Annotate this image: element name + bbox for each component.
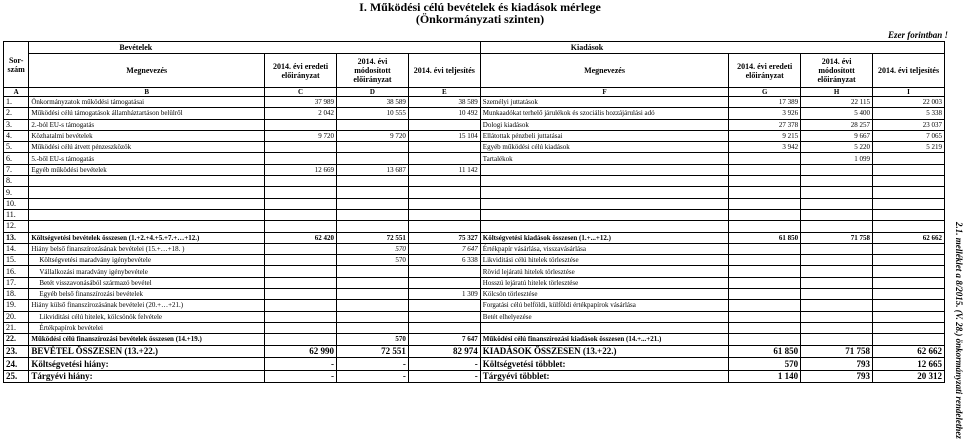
letter-cell: A <box>4 88 29 97</box>
row-number: 22. <box>4 334 29 345</box>
row-number: 12. <box>4 221 29 232</box>
kiadas-modositott <box>801 243 873 254</box>
kiadas-eredeti <box>729 187 801 198</box>
bevetel-eredeti: 37 989 <box>265 97 337 108</box>
bevetel-teljesites <box>408 176 480 187</box>
bevetel-eredeti <box>265 289 337 300</box>
kiadas-eredeti: 61 850 <box>729 232 801 243</box>
kiadas-modositott: 71 758 <box>801 232 873 243</box>
kiadas-modositott: 5 400 <box>801 108 873 119</box>
table-row <box>4 266 945 277</box>
bevetel-modositott: 10 555 <box>337 108 409 119</box>
bevetel-eredeti <box>265 300 337 311</box>
kiadas-eredeti: 1 140 <box>729 370 801 383</box>
kiadas-teljesites <box>873 176 945 187</box>
kiadas-teljesites <box>873 153 945 164</box>
bevetel-teljesites <box>408 209 480 220</box>
bevetel-name: Önkormányzatok működési támogatásai <box>29 97 265 108</box>
kiadas-eredeti: 9 215 <box>729 130 801 141</box>
bevetel-teljesites <box>408 277 480 288</box>
kiadas-name: Költségvetési többlet: <box>480 358 728 371</box>
letter-cell: E <box>408 88 480 97</box>
bevetel-teljesites: 82 974 <box>408 345 480 358</box>
row-number: 6. <box>4 153 29 164</box>
bevetel-name <box>29 198 265 209</box>
bevetel-teljesites: 10 492 <box>408 108 480 119</box>
kiadas-name: Egyéb működési célú kiadások <box>480 142 728 153</box>
kiadas-modositott <box>801 266 873 277</box>
table-row <box>4 209 945 220</box>
bevetel-teljesites: 11 142 <box>408 164 480 175</box>
row-number: 9. <box>4 187 29 198</box>
row-number: 23. <box>4 345 29 358</box>
bevetel-eredeti <box>265 311 337 322</box>
bevetel-eredeti: 9 720 <box>265 130 337 141</box>
kiadas-name: Betét elhelyezése <box>480 311 728 322</box>
kiadas-eredeti <box>729 153 801 164</box>
letter-cell: I <box>873 88 945 97</box>
kiadas-modositott: 1 099 <box>801 153 873 164</box>
table-row <box>4 277 945 288</box>
kiadas-modositott <box>801 322 873 333</box>
kiadas-modositott <box>801 255 873 266</box>
table-row <box>4 255 945 266</box>
row-number: 18. <box>4 289 29 300</box>
side-note-text: 2.1. melléklet a 8/2015. (V. 28.) önkormányzati rendelethez <box>954 222 964 439</box>
bevetel-modositott <box>337 289 409 300</box>
kiadas-eredeti <box>729 289 801 300</box>
bevetel-eredeti <box>265 322 337 333</box>
kiadas-teljesites: 7 065 <box>873 130 945 141</box>
header-k-eredeti: 2014. évi eredeti előirányzat <box>729 54 801 88</box>
kiadas-name <box>480 198 728 209</box>
kiadas-eredeti: 570 <box>729 358 801 371</box>
bevetel-teljesites: 1 309 <box>408 289 480 300</box>
kiadas-teljesites <box>873 209 945 220</box>
kiadas-teljesites <box>873 221 945 232</box>
table-row <box>4 334 945 345</box>
bevetel-modositott: - <box>337 358 409 371</box>
table-row <box>4 142 945 153</box>
kiadas-eredeti <box>729 176 801 187</box>
letter-cell: D <box>337 88 409 97</box>
kiadas-eredeti <box>729 209 801 220</box>
bevetel-name: Vállalkozási maradvány igénybevétele <box>29 266 265 277</box>
kiadas-eredeti <box>729 221 801 232</box>
bevetel-eredeti: 12 669 <box>265 164 337 175</box>
bevetel-modositott <box>337 209 409 220</box>
kiadas-eredeti <box>729 334 801 345</box>
bevetel-modositott <box>337 153 409 164</box>
table-row <box>4 198 945 209</box>
kiadas-modositott: 28 257 <box>801 119 873 130</box>
kiadas-modositott <box>801 289 873 300</box>
kiadas-teljesites: 62 662 <box>873 345 945 358</box>
kiadas-modositott: 793 <box>801 358 873 371</box>
row-number: 24. <box>4 358 29 371</box>
header-k-teljesites: 2014. évi teljesítés <box>873 54 945 88</box>
row-number: 5. <box>4 142 29 153</box>
bevetel-teljesites: 7 647 <box>408 243 480 254</box>
bevetel-name <box>29 187 265 198</box>
bevetel-teljesites: 7 647 <box>408 334 480 345</box>
row-number: 17. <box>4 277 29 288</box>
bevetel-modositott: 9 720 <box>337 130 409 141</box>
table-row <box>4 130 945 141</box>
bevetel-teljesites: 6 338 <box>408 255 480 266</box>
bevetel-modositott: 38 589 <box>337 97 409 108</box>
kiadas-teljesites: 23 037 <box>873 119 945 130</box>
bevetel-modositott: 570 <box>337 243 409 254</box>
letter-cell: G <box>729 88 801 97</box>
bevetel-teljesites <box>408 322 480 333</box>
kiadas-teljesites <box>873 289 945 300</box>
kiadas-eredeti: 3 942 <box>729 142 801 153</box>
kiadas-modositott: 5 220 <box>801 142 873 153</box>
bevetel-name: Egyéb működési bevételek <box>29 164 265 175</box>
bevetel-eredeti <box>265 255 337 266</box>
kiadas-eredeti <box>729 311 801 322</box>
kiadas-name: Tárgyévi többlet: <box>480 370 728 383</box>
table-row <box>4 176 945 187</box>
kiadas-name <box>480 187 728 198</box>
kiadas-modositott <box>801 277 873 288</box>
kiadas-teljesites <box>873 198 945 209</box>
bevetel-name: Működési célú átvett pénzeszközök <box>29 142 265 153</box>
row-number: 10. <box>4 198 29 209</box>
table-row <box>4 164 945 175</box>
kiadas-teljesites: 12 665 <box>873 358 945 371</box>
page-subtitle: (Önkormányzati szinten) <box>415 12 545 26</box>
bevetel-name: Költségvetési maradvány igénybevétele <box>29 255 265 266</box>
kiadas-name: Kölcsön törlesztése <box>480 289 728 300</box>
bevetel-eredeti <box>265 221 337 232</box>
kiadas-eredeti: 27 378 <box>729 119 801 130</box>
bevetel-modositott <box>337 119 409 130</box>
kiadas-teljesites: 5 338 <box>873 108 945 119</box>
kiadas-name <box>480 322 728 333</box>
table-row <box>4 345 945 358</box>
bevetel-modositott <box>337 311 409 322</box>
bevetel-eredeti <box>265 266 337 277</box>
header-sorszam-label: Sor- szám <box>7 55 25 74</box>
kiadas-name: Ellátottak pénzbeli juttatásai <box>480 130 728 141</box>
row-number: 16. <box>4 266 29 277</box>
bevetel-eredeti <box>265 277 337 288</box>
kiadas-name: Működési célú finanszírozási kiadások összesen (14.+...+21.) <box>480 334 728 345</box>
kiadas-teljesites: 5 219 <box>873 142 945 153</box>
header-kiadasok-label: Kiadások <box>570 43 604 52</box>
kiadas-eredeti <box>729 198 801 209</box>
kiadas-modositott <box>801 209 873 220</box>
kiadas-name <box>480 221 728 232</box>
kiadas-eredeti <box>729 164 801 175</box>
table-row <box>4 187 945 198</box>
header-bevetelek-label: Bevételek <box>119 43 153 52</box>
kiadas-modositott <box>801 221 873 232</box>
bevetel-modositott: 570 <box>337 255 409 266</box>
bevetel-modositott <box>337 176 409 187</box>
bevetel-modositott <box>337 142 409 153</box>
row-number: 8. <box>4 176 29 187</box>
bevetel-eredeti <box>265 153 337 164</box>
kiadas-teljesites <box>873 311 945 322</box>
bevetel-eredeti <box>265 119 337 130</box>
bevetel-name: Tárgyévi hiány: <box>29 370 265 383</box>
kiadas-modositott <box>801 164 873 175</box>
bevetel-name: Működési célú támogatások államháztartáson belülről <box>29 108 265 119</box>
kiadas-eredeti <box>729 255 801 266</box>
letter-cell: H <box>801 88 873 97</box>
kiadas-name: Értékpapír vásárlása, visszavásárlása <box>480 243 728 254</box>
bevetel-teljesites <box>408 221 480 232</box>
row-number: 19. <box>4 300 29 311</box>
kiadas-modositott <box>801 198 873 209</box>
kiadas-eredeti: 17 389 <box>729 97 801 108</box>
bevetel-name: BEVÉTEL ÖSSZESEN (13.+22.) <box>29 345 265 358</box>
bevetel-teljesites: 75 327 <box>408 232 480 243</box>
kiadas-name: Dologi kiadások <box>480 119 728 130</box>
bevetel-name: Költségvetési bevételek összesen (1.+2.+4.+5.+7.+…+12.) <box>29 232 265 243</box>
kiadas-name <box>480 176 728 187</box>
header-k-modositott: 2014. évi módosított előirányzat <box>801 54 873 88</box>
bevetel-name <box>29 176 265 187</box>
bevetel-eredeti <box>265 198 337 209</box>
row-number: 1. <box>4 97 29 108</box>
kiadas-modositott <box>801 176 873 187</box>
bevetel-eredeti: - <box>265 358 337 371</box>
bevetel-teljesites: 15 104 <box>408 130 480 141</box>
bevetel-name: Közhatalmi bevételek <box>29 130 265 141</box>
kiadas-name: Likviditási célú hitelek törlesztése <box>480 255 728 266</box>
kiadas-teljesites: 22 003 <box>873 97 945 108</box>
kiadas-name: Hosszú lejáratú hitelek törlesztése <box>480 277 728 288</box>
bevetel-eredeti <box>265 176 337 187</box>
table-row <box>4 300 945 311</box>
bevetel-eredeti <box>265 243 337 254</box>
table-row <box>4 221 945 232</box>
letter-cell: F <box>480 88 728 97</box>
bevetel-modositott <box>337 277 409 288</box>
kiadas-eredeti: 61 850 <box>729 345 801 358</box>
bevetel-teljesites <box>408 119 480 130</box>
kiadas-eredeti <box>729 300 801 311</box>
bevetel-name: Hiány külső finanszírozásának bevételei (20.+…+21.) <box>29 300 265 311</box>
row-number: 3. <box>4 119 29 130</box>
bevetel-name: Likviditási célú hitelek, kölcsönök felvétele <box>29 311 265 322</box>
kiadas-modositott: 22 115 <box>801 97 873 108</box>
kiadas-modositott: 9 667 <box>801 130 873 141</box>
row-number: 14. <box>4 243 29 254</box>
row-number: 2. <box>4 108 29 119</box>
unit-note: Ezer forintban ! <box>887 30 948 40</box>
kiadas-eredeti <box>729 277 801 288</box>
kiadas-teljesites <box>873 334 945 345</box>
bevetel-name: Egyéb belső finanszírozási bevételek <box>29 289 265 300</box>
kiadas-modositott <box>801 187 873 198</box>
page-title: I. Működési célú bevételek és kiadások mérlege <box>359 0 601 14</box>
bevetel-name: Működési célú finanszírozási bevételek összesen (14.+19.) <box>29 334 265 345</box>
kiadas-name: Tartalékok <box>480 153 728 164</box>
kiadas-teljesites: 20 312 <box>873 370 945 383</box>
kiadas-name <box>480 209 728 220</box>
header-b-modositott: 2014. évi módosított előirányzat <box>337 54 409 88</box>
row-number: 7. <box>4 164 29 175</box>
bevetel-modositott: 570 <box>337 334 409 345</box>
bevetel-name <box>29 221 265 232</box>
table-row <box>4 311 945 322</box>
table-row <box>4 289 945 300</box>
row-number: 15. <box>4 255 29 266</box>
kiadas-teljesites <box>873 243 945 254</box>
bevetel-name: Hiány belső finanszírozásának bevételei (15.+…+18. ) <box>29 243 265 254</box>
bevetel-eredeti <box>265 209 337 220</box>
kiadas-name: Rövid lejáratú hitelek törlesztése <box>480 266 728 277</box>
kiadas-modositott: 71 758 <box>801 345 873 358</box>
kiadas-teljesites <box>873 266 945 277</box>
bevetel-name: Költségvetési hiány: <box>29 358 265 371</box>
table-row <box>4 358 945 371</box>
bevetel-modositott <box>337 300 409 311</box>
header-bevetelek <box>29 42 480 54</box>
row-number: 4. <box>4 130 29 141</box>
bevetel-eredeti: 62 420 <box>265 232 337 243</box>
kiadas-eredeti <box>729 266 801 277</box>
kiadas-name: KIADÁSOK ÖSSZESEN (13.+22.) <box>480 345 728 358</box>
kiadas-teljesites <box>873 277 945 288</box>
bevetel-eredeti: 2 042 <box>265 108 337 119</box>
kiadas-name: Költségvetési kiadások összesen (1.+...+12.) <box>480 232 728 243</box>
header-b-teljesites: 2014. évi teljesítés <box>408 54 480 88</box>
kiadas-eredeti <box>729 322 801 333</box>
bevetel-teljesites <box>408 153 480 164</box>
kiadas-teljesites <box>873 322 945 333</box>
table-row <box>4 119 945 130</box>
bevetel-modositott: - <box>337 370 409 383</box>
bevetel-modositott <box>337 221 409 232</box>
table-row <box>4 243 945 254</box>
bevetel-teljesites: - <box>408 358 480 371</box>
bevetel-name: Értékpapírok bevételei <box>29 322 265 333</box>
header-k-megnevezes: Megnevezés <box>480 54 728 88</box>
kiadas-eredeti <box>729 243 801 254</box>
bevetel-teljesites <box>408 198 480 209</box>
kiadas-modositott <box>801 334 873 345</box>
bevetel-teljesites <box>408 311 480 322</box>
bevetel-teljesites <box>408 300 480 311</box>
bevetel-teljesites <box>408 142 480 153</box>
bevetel-modositott <box>337 322 409 333</box>
bevetel-teljesites <box>408 266 480 277</box>
kiadas-name: Személyi juttatások <box>480 97 728 108</box>
kiadas-name: Forgatási célú belföldi, külföldi értékpapírok vásárlása <box>480 300 728 311</box>
table-row <box>4 370 945 383</box>
kiadas-modositott <box>801 300 873 311</box>
bevetel-eredeti: - <box>265 370 337 383</box>
row-number: 13. <box>4 232 29 243</box>
table-row <box>4 97 945 108</box>
bevetel-name <box>29 209 265 220</box>
header-sorszam <box>4 42 29 88</box>
kiadas-teljesites <box>873 255 945 266</box>
bevetel-modositott: 13 687 <box>337 164 409 175</box>
table-body <box>4 97 945 383</box>
letter-cell: B <box>29 88 265 97</box>
bevetel-teljesites <box>408 187 480 198</box>
side-note <box>952 222 964 439</box>
bevetel-teljesites: 38 589 <box>408 97 480 108</box>
header-b-eredeti: 2014. évi eredeti előirányzat <box>265 54 337 88</box>
bevetel-name: 2.-ból EU-s támogatás <box>29 119 265 130</box>
kiadas-modositott: 793 <box>801 370 873 383</box>
bevetel-modositott <box>337 187 409 198</box>
bevetel-eredeti <box>265 334 337 345</box>
header-b-megnevezes: Megnevezés <box>29 54 265 88</box>
kiadas-eredeti: 3 926 <box>729 108 801 119</box>
letter-cell: C <box>265 88 337 97</box>
column-letters-row <box>4 88 945 97</box>
bevetel-teljesites: - <box>408 370 480 383</box>
header-kiadasok <box>480 42 944 54</box>
balance-table <box>3 41 945 383</box>
kiadas-name: Munkaadókat terhelő járulékok és szociális hozzájárulási adó <box>480 108 728 119</box>
row-number: 21. <box>4 322 29 333</box>
bevetel-modositott: 72 551 <box>337 345 409 358</box>
table-row <box>4 322 945 333</box>
kiadas-teljesites <box>873 187 945 198</box>
bevetel-modositott: 72 551 <box>337 232 409 243</box>
bevetel-eredeti <box>265 142 337 153</box>
table-row <box>4 153 945 164</box>
kiadas-modositott <box>801 311 873 322</box>
row-number: 11. <box>4 209 29 220</box>
bevetel-eredeti: 62 990 <box>265 345 337 358</box>
bevetel-eredeti <box>265 187 337 198</box>
table-row <box>4 108 945 119</box>
row-number: 20. <box>4 311 29 322</box>
kiadas-teljesites <box>873 300 945 311</box>
bevetel-modositott <box>337 198 409 209</box>
kiadas-name <box>480 164 728 175</box>
table-row <box>4 232 945 243</box>
bevetel-modositott <box>337 266 409 277</box>
row-number: 25. <box>4 370 29 383</box>
bevetel-name: Betét visszavonásából származó bevétel <box>29 277 265 288</box>
kiadas-teljesites: 62 662 <box>873 232 945 243</box>
kiadas-teljesites <box>873 164 945 175</box>
bevetel-name: 5.-ből EU-s támogatás <box>29 153 265 164</box>
